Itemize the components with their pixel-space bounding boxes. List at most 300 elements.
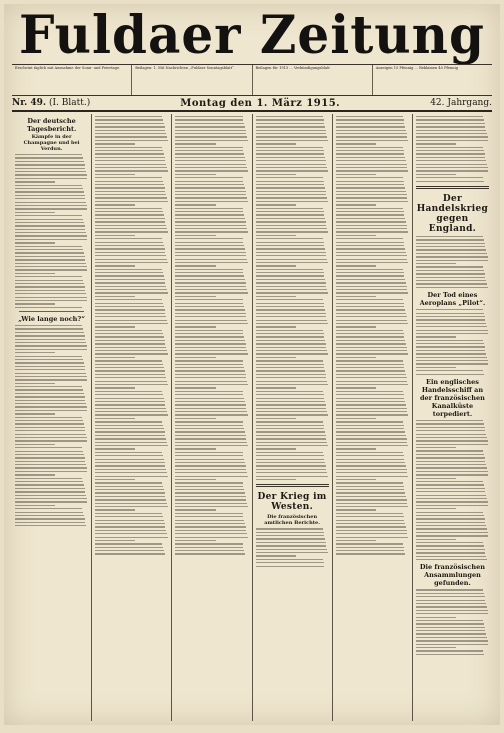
text-line [256,303,324,304]
text-line [256,340,326,341]
text-line [416,277,486,278]
text-line [95,242,163,243]
text-line [416,545,484,546]
text-line [95,452,162,453]
text-line [336,279,406,280]
text-line [416,617,456,618]
text-line [256,265,296,266]
text-line [256,462,326,463]
text-line [336,160,406,161]
text-line [15,491,85,492]
text-line [336,364,404,365]
text-line [336,187,406,188]
text-line [95,421,162,422]
text-line [15,373,86,374]
text-line [95,255,166,256]
text-line [336,499,407,500]
text-line [416,164,487,165]
text-line [336,119,404,120]
text-line [95,194,166,195]
text-line [416,130,486,131]
text-line [416,323,486,324]
text-line [95,116,162,117]
text-line [256,428,325,429]
col1-headline-2: „Wie lange noch?“ [18,314,85,323]
text-line [15,219,83,220]
text-line [336,238,403,239]
text-line [256,535,325,536]
text-line [416,340,483,341]
text-line [256,208,323,209]
text-line [175,486,243,487]
text-line [95,160,165,161]
text-line [336,303,404,304]
text-line [95,140,167,141]
text-line [175,333,243,334]
strip-cell-3: Beilagen für 1915 ... Verkündigungsblatt [253,65,373,95]
text-line [95,262,167,263]
text-line [95,459,164,460]
text-line [336,150,404,151]
text-line [95,448,135,449]
text-line [15,474,55,475]
text-line [175,228,247,229]
text-line [175,235,215,236]
text-line [95,492,165,493]
col6-text-b [416,236,489,288]
text-line [175,197,247,198]
text-line [175,157,245,158]
text-line [175,492,245,493]
text-line [336,204,376,205]
text-line [95,269,162,270]
text-line [175,526,245,527]
text-line [256,279,326,280]
text-line [256,411,328,412]
text-line [15,290,85,291]
text-line [256,309,326,310]
text-line [15,403,86,404]
text-line [95,123,164,124]
text-line [416,167,488,168]
text-line [336,394,404,395]
text-line [256,459,325,460]
text-line [15,522,85,523]
text-line [416,353,486,354]
text-line [336,425,404,426]
text-line [15,232,86,233]
col6-headline-2: Der Tod eines Aeroplans „Pilot“. [419,291,486,308]
text-line [256,313,326,314]
text-line [175,428,244,429]
text-line [175,550,244,551]
text-line [416,522,486,523]
text-line [336,350,408,351]
text-line [175,119,243,120]
text-line [256,343,326,344]
text-line [256,414,328,415]
text-line [15,406,87,407]
text-line [416,126,486,127]
text-line [256,225,327,226]
text-line [175,503,247,504]
text-line [15,202,86,203]
text-line [15,413,55,414]
text-line [175,279,245,280]
text-line [416,640,488,641]
text-line [416,140,488,141]
text-line [15,430,85,431]
text-line [256,147,323,148]
text-line [175,462,245,463]
text-line [416,637,487,638]
text-line [15,273,55,274]
text-line [15,349,87,350]
text-line [416,495,486,496]
text-line [336,384,408,385]
text-line [15,423,84,424]
column-2 [92,114,172,721]
text-line [95,445,167,446]
text-line [15,198,85,199]
text-line [256,387,296,388]
text-line [416,508,456,509]
text-line [15,484,84,485]
text-line [15,185,82,186]
text-line [175,370,245,371]
text-line [175,259,247,260]
text-line [416,627,485,628]
text-line [336,431,406,432]
text-line [175,214,244,215]
text-line [95,374,165,375]
text-line [175,459,244,460]
text-line [175,330,242,331]
text-line [175,177,242,178]
text-line [15,195,85,196]
text-line [336,377,407,378]
text-line [256,133,327,134]
text-line [15,242,55,243]
text-line [336,309,406,310]
text-line [336,472,408,473]
text-line [256,330,323,331]
text-line [416,170,488,171]
text-line [256,255,327,256]
text-line [95,357,135,358]
text-line [336,126,406,127]
text-line [95,177,162,178]
text-line [416,559,487,560]
text-line [175,306,244,307]
text-line [95,259,167,260]
text-line [175,540,215,541]
text-line [175,303,243,304]
text-line [256,333,324,334]
text-line [416,174,456,175]
col6-headline: Der Handelskrieg gegen England. [416,193,489,234]
text-line [336,343,406,344]
text-line [416,542,483,543]
text-line [175,435,245,436]
text-line [175,242,243,243]
text-line [95,323,167,324]
text-line [15,263,86,264]
text-line [175,282,245,283]
text-line [256,153,325,154]
text-line [336,289,408,290]
text-line [416,525,486,526]
text-line [15,505,55,506]
text-line [15,437,87,438]
text-line [336,123,405,124]
dateline [12,96,492,112]
text-line [336,547,404,548]
text-line [95,391,162,392]
text-line [175,516,243,517]
text-line [175,476,247,477]
text-line [175,489,244,490]
text-line [336,445,408,446]
col1-text-b [15,325,88,526]
text-line [416,181,484,182]
text-line [15,286,85,287]
text-line [175,360,242,361]
text-line [256,479,296,480]
text-line [256,248,326,249]
text-line [256,445,328,446]
text-line [95,465,165,466]
text-line [175,336,244,337]
text-line [95,292,167,293]
text-line [256,157,326,158]
text-line [175,245,244,246]
text-line [175,472,247,473]
newspaper-page [4,4,500,725]
text-line [95,387,135,388]
text-line [95,350,167,351]
text-line [15,386,82,387]
text-line [256,559,323,560]
text-line [256,472,328,473]
text-line [95,476,167,477]
text-line [175,252,245,253]
text-line [175,218,245,219]
text-line [175,482,242,483]
col1-text-a [15,154,88,308]
text-line [175,520,244,521]
text-line [336,299,403,300]
text-line [15,464,86,465]
text-line [336,323,408,324]
text-line [15,525,86,526]
text-line [336,482,403,483]
text-line [95,150,163,151]
text-line [416,253,487,254]
col1-subheadline: Kämpfe in der Champagne und bei Verdun. [23,134,80,152]
text-line [336,208,403,209]
text-line [175,309,245,310]
text-line [15,174,87,175]
text-line [336,411,408,412]
text-line [175,374,245,375]
text-line [416,326,487,327]
text-line [175,296,215,297]
text-line [15,222,84,223]
text-line [175,414,247,415]
text-line [175,140,247,141]
text-line [15,178,87,179]
col6-text-d [416,420,489,560]
text-line [175,347,246,348]
text-line [175,150,243,151]
text-line [336,408,407,409]
text-line [175,384,247,385]
text-line [256,323,328,324]
text-line [175,130,245,131]
text-line [175,313,245,314]
text-line [416,263,456,264]
text-line [15,515,84,516]
text-line [336,533,408,534]
text-line [175,323,247,324]
text-line [256,448,296,449]
text-line [256,404,326,405]
text-line [15,359,83,360]
text-line [15,481,83,482]
text-line [175,543,242,544]
text-line [95,520,164,521]
text-line [256,552,328,553]
text-line [256,211,324,212]
text-line [15,246,82,247]
text-line [336,513,403,514]
text-line [256,549,328,550]
text-line [336,336,405,337]
text-line [336,221,406,222]
text-line [95,303,163,304]
text-line [175,262,247,263]
text-line [416,357,487,358]
text-line [336,459,405,460]
text-line [256,528,323,529]
text-line [416,484,484,485]
text-line [416,440,488,441]
text-line [336,553,406,554]
text-line [336,340,406,341]
text-line [416,243,485,244]
col4-headline: Der Krieg im Westen. [257,492,327,513]
text-line [175,208,242,209]
text-line [175,496,245,497]
text-line [336,523,406,524]
text-line [416,464,486,465]
text-line [95,272,163,273]
text-line [336,516,404,517]
text-line [95,381,167,382]
text-line [95,431,165,432]
text-line [175,272,243,273]
text-line [416,623,484,624]
text-line [416,447,456,448]
text-line [95,408,166,409]
text-line [15,259,85,260]
text-line [15,427,85,428]
text-line [336,306,405,307]
text-line [15,325,82,326]
text-line [175,340,245,341]
text-line [175,275,244,276]
text-line [256,364,324,365]
text-line [95,330,162,331]
text-line [416,488,485,489]
text-line [416,518,485,519]
text-line [336,435,406,436]
text-line [95,479,135,480]
col6-text-e [416,589,489,655]
text-line [175,553,245,554]
text-line [416,467,487,468]
text-line [175,292,247,293]
text-line [416,260,488,261]
masthead-title: Fuldaer Zeitung [19,4,485,66]
text-line [95,428,164,429]
text-line [256,130,326,131]
text-line [336,452,403,453]
text-line [256,214,325,215]
text-line [256,235,296,236]
text-line [256,326,296,327]
text-line [95,486,163,487]
text-line [95,509,135,510]
text-line [95,418,135,419]
col5-text [336,116,409,555]
text-line [256,542,326,543]
issue-sheet: (I. Blatt.) [48,98,91,108]
text-line [416,116,483,117]
text-line [95,523,165,524]
text-line [95,248,165,249]
text-line [175,509,215,510]
text-line [15,417,82,418]
text-line [336,476,408,477]
text-line [95,286,166,287]
text-line [416,133,487,134]
text-line [336,391,403,392]
text-line [336,177,403,178]
text-line [336,381,408,382]
text-line [416,150,484,151]
text-line [15,376,87,377]
text-line [416,647,456,648]
text-line [256,384,328,385]
text-line [95,208,162,209]
text-line [336,418,376,419]
text-line [336,320,408,321]
text-line [416,236,483,237]
text-line [336,333,404,334]
text-line [15,400,85,401]
text-line [336,357,376,358]
text-line [95,516,163,517]
text-line [336,313,406,314]
col6-headline-4: Die französischen Ansammlungen gefunden. [419,563,485,588]
text-line [416,654,484,655]
col2-text [95,116,168,555]
text-line [95,316,166,317]
text-line [336,492,406,493]
text-line [256,347,327,348]
